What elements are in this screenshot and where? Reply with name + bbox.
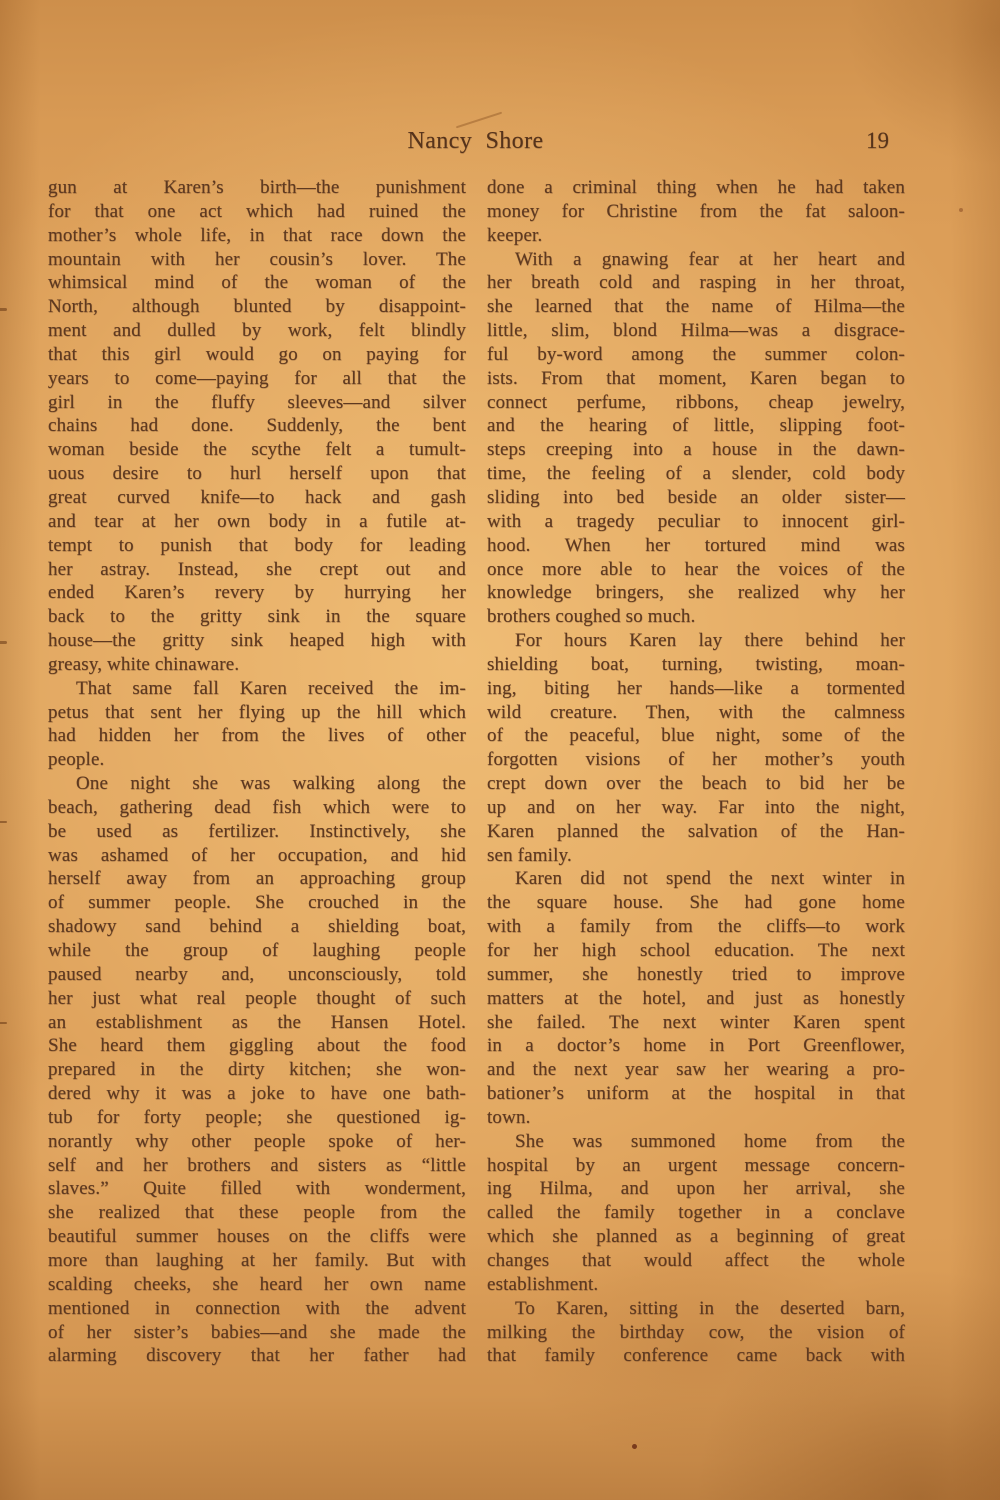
text-line: mentioned in connection with the advent xyxy=(48,1297,466,1319)
text-line: up and on her way. Far into the night, xyxy=(487,796,905,818)
text-line: keeper. xyxy=(487,224,543,246)
text-line: girl in the fluffy sleeves—and silver xyxy=(48,391,466,413)
text-line: slaves.” Quite filled with wonderment, xyxy=(48,1178,466,1200)
text-line: One night she was walking along the xyxy=(76,773,466,795)
text-line: town. xyxy=(487,1106,531,1128)
text-line: of the peaceful, blue night, some of the xyxy=(487,725,905,747)
text-line: while the group of laughing people xyxy=(48,940,466,961)
text-line: petus that sent her flying up the hill which xyxy=(48,701,466,723)
text-line: she learned that the name of Hilma—the xyxy=(487,296,905,318)
text-line: ended Karen’s revery by hurrying her xyxy=(48,582,466,604)
text-line: house—the gritty sink heaped high with xyxy=(48,630,466,652)
text-line: ing Hilma, and upon her arrival, she xyxy=(487,1178,905,1200)
text-column-right xyxy=(487,176,905,1368)
text-line: her just what real people thought of such xyxy=(48,987,466,1009)
text-line: summer, she honestly tried to improve xyxy=(487,963,905,985)
text-line: money for Christine from the fat saloon- xyxy=(487,200,905,222)
text-line: with a tragedy peculiar to innocent girl- xyxy=(487,510,905,532)
text-line: self and her brothers and sisters as “little xyxy=(48,1154,466,1176)
binding-mark xyxy=(0,1022,7,1024)
text-line: done a criminal thing when he had taken xyxy=(487,177,905,198)
text-line: little, slim, blond Hilma—was a disgrace- xyxy=(487,320,905,342)
text-line: ment and dulled by work, felt blindly xyxy=(48,320,466,342)
text-line: For hours Karen lay there behind her xyxy=(515,630,905,652)
text-line: ing, biting her hands—like a tormented xyxy=(487,677,905,699)
text-line: people. xyxy=(48,749,105,771)
text-line: and tear at her own body in a futile at- xyxy=(48,510,466,532)
text-line: that family conference came back with xyxy=(487,1345,905,1367)
text-line: paused nearby and, unconsciously, told xyxy=(48,963,466,985)
text-line: she realized that these people from the xyxy=(48,1202,466,1224)
text-line: forgotten visions of her mother’s youth xyxy=(487,749,905,771)
paper-speck xyxy=(959,208,963,212)
text-line: norantly why other people spoke of her- xyxy=(48,1130,466,1152)
text-line: To Karen, sitting in the deserted barn, xyxy=(515,1297,905,1319)
text-line: changes that would affect the whole xyxy=(487,1249,905,1271)
text-line: and the hearing of little, slipping foot- xyxy=(487,415,905,437)
text-line: milking the birthday cow, the vision of xyxy=(487,1321,905,1343)
text-line: matters at the hotel, and just as honestly xyxy=(487,987,905,1009)
text-line: with a family from the cliffs—to work xyxy=(487,916,905,938)
text-line: crept down over the beach to bid her be xyxy=(487,773,905,795)
text-line: dered why it was a joke to have one bath- xyxy=(48,1083,466,1105)
text-line: tempt to punish that body for leading xyxy=(48,534,466,556)
text-line: herself away from an approaching group xyxy=(48,868,466,890)
text-line: hospital by an urgent message concern- xyxy=(487,1154,905,1176)
text-line: had hidden her from the lives of other xyxy=(48,725,466,747)
page-number: 19 xyxy=(866,128,889,153)
text-line: the square house. She had gone home xyxy=(487,892,905,914)
text-line: she failed. The next winter Karen spent xyxy=(487,1011,905,1033)
text-line: tub for forty people; she questioned ig- xyxy=(48,1106,466,1128)
text-line: called the family together in a conclave xyxy=(487,1202,905,1224)
text-line: prepared in the dirty kitchen; she won- xyxy=(48,1059,466,1081)
text-line: for that one act which had ruined the xyxy=(48,200,466,222)
text-line: Karen did not spend the next winter in xyxy=(515,868,905,890)
text-line: be used as fertilizer. Instinctively, she xyxy=(48,820,466,842)
text-line: With a gnawing fear at her heart and xyxy=(515,248,905,270)
text-line: Karen planned the salvation of the Han- xyxy=(487,820,905,842)
paper-speck xyxy=(632,1444,637,1449)
text-line: wild creature. Then, with the calmness xyxy=(487,701,905,723)
binding-mark xyxy=(0,821,7,823)
binding-mark xyxy=(0,641,7,644)
text-line: North, although blunted by disappoint- xyxy=(48,296,466,318)
text-line: more than laughing at her family. But with xyxy=(48,1249,466,1271)
text-line: knowledge bringers, she realized why her xyxy=(487,582,905,604)
text-line: of summer people. She crouched in the xyxy=(48,892,466,914)
text-line: sliding into bed beside an older sister— xyxy=(487,486,905,508)
text-line: an establishment as the Hansen Hotel. xyxy=(48,1011,466,1033)
text-line: once more able to hear the voices of the xyxy=(487,558,905,580)
text-line: great curved knife—to hack and gash xyxy=(48,486,466,508)
text-line: ful by-word among the summer colon- xyxy=(487,343,905,365)
text-line: time, the feeling of a slender, cold body xyxy=(487,463,905,485)
running-header xyxy=(48,126,903,158)
text-column-left xyxy=(48,176,466,1368)
text-line: uous desire to hurl herself upon that xyxy=(48,463,466,485)
text-line: back to the gritty sink in the square xyxy=(48,606,466,628)
text-line: connect perfume, ribbons, cheap jewelry, xyxy=(487,391,905,413)
text-line: mother’s whole life, in that race down the xyxy=(48,224,466,246)
text-line: shadowy sand behind a shielding boat, xyxy=(48,916,466,938)
text-line: She was summoned home from the xyxy=(515,1130,905,1152)
text-line: sen family. xyxy=(487,844,572,866)
text-line: was ashamed of her occupation, and hid xyxy=(48,844,466,866)
text-line: years to come—paying for all that the xyxy=(48,367,466,389)
text-columns xyxy=(48,176,905,1368)
text-line: gun at Karen’s birth—the punishment xyxy=(48,177,466,198)
text-line: scalding cheeks, she heard her own name xyxy=(48,1273,466,1295)
text-line: shielding boat, turning, twisting, moan- xyxy=(487,653,905,675)
text-line: chains had done. Suddenly, the bent xyxy=(48,415,466,437)
text-line: and the next year saw her wearing a pro- xyxy=(487,1059,905,1081)
text-line: hood. When her tortured mind was xyxy=(487,534,905,556)
binding-mark xyxy=(0,308,7,311)
text-line: bationer’s uniform at the hospital in that xyxy=(487,1083,905,1105)
text-line: for her high school education. The next xyxy=(487,940,905,961)
text-line: her breath cold and rasping in her throat, xyxy=(487,272,905,294)
text-line: that this girl would go on paying for xyxy=(48,343,466,365)
text-line: alarming discovery that her father had xyxy=(48,1345,466,1367)
text-line: She heard them giggling about the food xyxy=(48,1035,466,1057)
text-line: her astray. Instead, she crept out and xyxy=(48,558,466,580)
text-line: beach, gathering dead fish which were to xyxy=(48,796,466,818)
text-line: ists. From that moment, Karen began to xyxy=(487,367,905,389)
text-line: establishment. xyxy=(487,1273,599,1295)
text-line: greasy, white chinaware. xyxy=(48,653,240,675)
running-title: Nancy Shore xyxy=(407,128,544,154)
text-line: beautiful summer houses on the cliffs were xyxy=(48,1226,466,1248)
text-line: brothers coughed so much. xyxy=(487,606,696,628)
text-line: which she planned as a beginning of great xyxy=(487,1226,905,1248)
text-line: woman beside the scythe felt a tumult- xyxy=(48,439,466,461)
text-line: steps creeping into a house in the dawn- xyxy=(487,439,905,461)
text-line: whimsical mind of the woman of the xyxy=(48,272,466,294)
text-line: in a doctor’s home in Port Greenflower, xyxy=(487,1035,905,1057)
text-line: mountain with her cousin’s lover. The xyxy=(48,248,466,270)
text-line: of her sister’s babies—and she made the xyxy=(48,1321,466,1343)
text-line: That same fall Karen received the im- xyxy=(76,677,466,699)
